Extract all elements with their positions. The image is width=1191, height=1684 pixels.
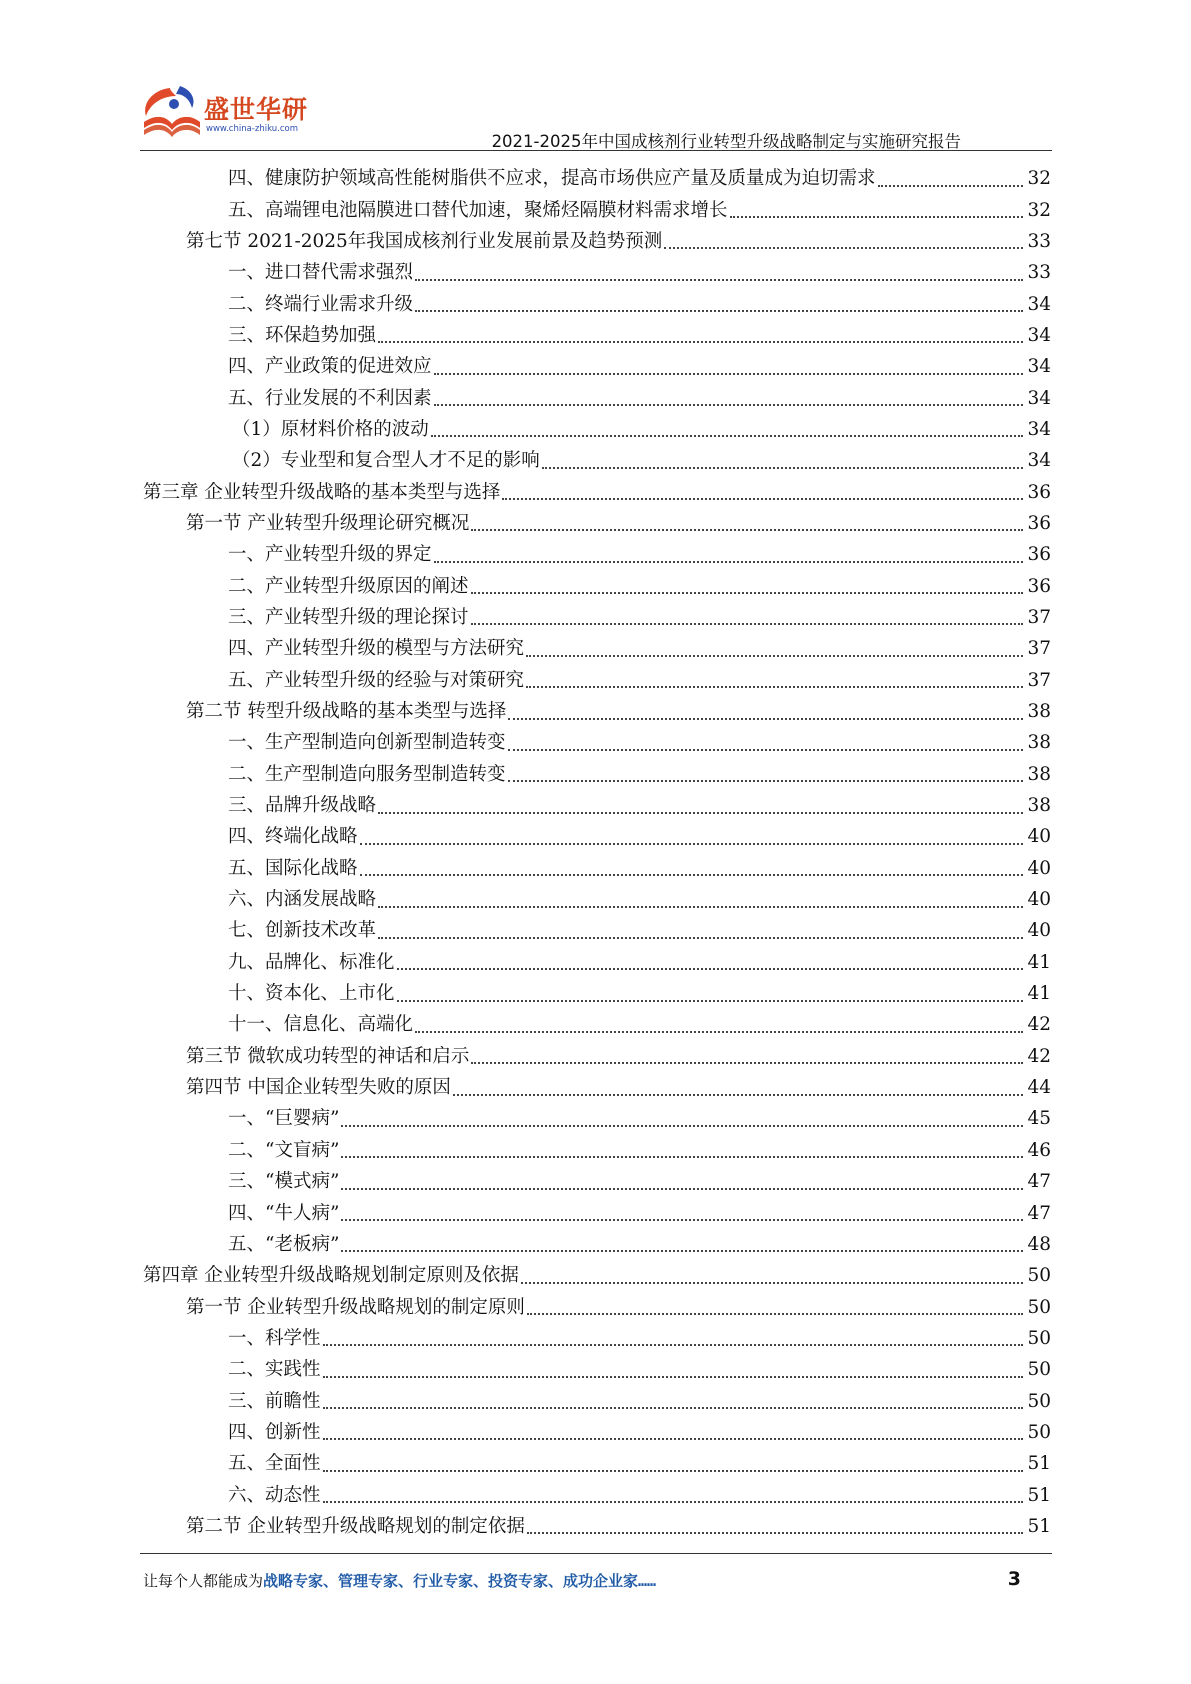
toc-entry-label: 第一节 企业转型升级战略规划的制定原则 <box>186 1296 525 1318</box>
toc-entry[interactable] <box>228 947 1051 978</box>
toc-entry-label: 一、进口替代需求强烈 <box>228 262 414 284</box>
toc-entry-label: 二、生产型制造向服务型制造转变 <box>228 763 506 785</box>
toc-entry[interactable] <box>186 226 1051 257</box>
toc-entry-page: 37 <box>1027 606 1051 628</box>
toc-entry[interactable] <box>228 1385 1051 1416</box>
page-header <box>0 0 1191 150</box>
toc-entry-page: 50 <box>1027 1296 1051 1318</box>
header-divider <box>140 150 1052 151</box>
toc-entry-label: 第三章 企业转型升级战略的基本类型与选择 <box>143 481 501 503</box>
toc-entry-label: 四、产业转型升级的模型与方法研究 <box>228 638 525 660</box>
toc-dot-leader <box>453 1074 1023 1096</box>
toc-dot-leader <box>323 1418 1023 1440</box>
toc-dot-leader <box>378 917 1023 939</box>
toc-dot-leader <box>415 1011 1023 1033</box>
footer-divider <box>140 1553 1052 1554</box>
toc-entry-page: 32 <box>1027 199 1051 221</box>
toc-entry-page: 38 <box>1027 795 1051 817</box>
toc-dot-leader <box>341 1230 1023 1252</box>
toc-dot-leader <box>341 1168 1023 1190</box>
toc-entry[interactable] <box>228 665 1051 696</box>
toc-dot-leader <box>434 541 1023 563</box>
toc-dot-leader <box>878 165 1023 187</box>
report-title: 2021-2025年中国成核剂行业转型升级战略制定与实施研究报告 <box>491 132 961 151</box>
toc-entry-page: 36 <box>1027 512 1051 534</box>
toc-dot-leader <box>323 1324 1023 1346</box>
toc-entry-page: 33 <box>1027 230 1051 252</box>
company-logo <box>140 82 310 146</box>
toc-entry-page: 33 <box>1027 262 1051 284</box>
toc-entry[interactable] <box>228 1323 1051 1354</box>
page-number: 3 <box>1007 1568 1021 1590</box>
toc-dot-leader <box>360 823 1023 845</box>
toc-entry[interactable] <box>143 476 1051 507</box>
logo-name: 盛世华研 <box>204 95 309 124</box>
toc-dot-leader <box>502 478 1023 500</box>
toc-entry-page: 34 <box>1027 293 1051 315</box>
toc-dot-leader <box>521 1262 1023 1284</box>
toc-entry-label: 四、健康防护领域高性能树脂供不应求，提高市场供应产量及质量成为迫切需求 <box>228 168 876 190</box>
toc-entry-page: 51 <box>1027 1515 1051 1537</box>
toc-dot-leader <box>378 792 1023 814</box>
toc-dot-leader <box>341 1136 1023 1158</box>
toc-entry-label: 三、品牌升级战略 <box>228 795 377 817</box>
toc-entry[interactable] <box>228 1479 1051 1510</box>
toc-dot-leader <box>397 948 1023 970</box>
toc-dot-leader <box>730 196 1023 218</box>
toc-dot-leader <box>471 603 1023 625</box>
toc-entry-label: 第四节 中国企业转型失败的原因 <box>186 1077 451 1099</box>
toc-entry-page: 41 <box>1027 951 1051 973</box>
toc-dot-leader <box>323 1481 1023 1503</box>
toc-entry-label: 二、“文盲病” <box>228 1139 340 1161</box>
toc-entry-page: 40 <box>1027 857 1051 879</box>
toc-entry[interactable] <box>228 1197 1051 1228</box>
toc-entry-page: 42 <box>1027 1045 1051 1067</box>
footer-slogan <box>143 1570 656 1591</box>
toc-entry-page: 37 <box>1027 669 1051 691</box>
toc-entry[interactable] <box>228 978 1051 1009</box>
toc-entry[interactable] <box>228 1417 1051 1448</box>
toc-entry-label: 六、内涵发展战略 <box>228 889 377 911</box>
toc-entry[interactable] <box>186 1041 1051 1072</box>
toc-entry-page: 34 <box>1027 324 1051 346</box>
toc-entry[interactable] <box>228 1135 1051 1166</box>
toc-entry-label: 一、产业转型升级的界定 <box>228 544 432 566</box>
toc-dot-leader <box>323 1387 1023 1409</box>
toc-entry[interactable] <box>228 163 1051 194</box>
toc-entry[interactable] <box>228 915 1051 946</box>
toc-entry-label: 十、资本化、上市化 <box>228 983 395 1005</box>
toc-entry-label: 五、产业转型升级的经验与对策研究 <box>228 669 525 691</box>
toc-entry-page: 36 <box>1027 575 1051 597</box>
toc-dot-leader <box>341 1199 1023 1221</box>
toc-entry[interactable] <box>228 1009 1051 1040</box>
toc-entry-label: 第二节 企业转型升级战略规划的制定依据 <box>186 1515 525 1537</box>
toc-entry[interactable] <box>228 288 1051 319</box>
toc-entry-page: 47 <box>1027 1171 1051 1193</box>
toc-entry-page: 44 <box>1027 1077 1051 1099</box>
toc-dot-leader <box>664 227 1023 249</box>
toc-entry-page: 36 <box>1027 544 1051 566</box>
toc-entry-page: 51 <box>1027 1484 1051 1506</box>
toc-entry[interactable] <box>186 1291 1051 1322</box>
toc-entry-label: 四、终端化战略 <box>228 826 358 848</box>
toc-entry[interactable] <box>186 1511 1051 1542</box>
toc-entry-page: 37 <box>1027 638 1051 660</box>
toc-entry-label: 一、生产型制造向创新型制造转变 <box>228 732 506 754</box>
toc-entry-label: 三、“模式病” <box>228 1171 340 1193</box>
toc-entry[interactable] <box>228 570 1051 601</box>
toc-dot-leader <box>508 760 1023 782</box>
toc-entry[interactable] <box>228 320 1051 351</box>
toc-entry-page: 36 <box>1027 481 1051 503</box>
toc-entry-page: 50 <box>1027 1359 1051 1381</box>
toc-entry-label: 第三节 微软成功转型的神话和启示 <box>186 1045 470 1067</box>
toc-entry[interactable] <box>228 351 1051 382</box>
toc-entry-label: 三、产业转型升级的理论探讨 <box>228 606 469 628</box>
toc-entry-page: 34 <box>1027 387 1051 409</box>
toc-entry[interactable] <box>228 1448 1051 1479</box>
toc-entry[interactable] <box>228 853 1051 884</box>
toc-entry-label: 四、创新性 <box>228 1421 321 1443</box>
toc-entry-page: 45 <box>1027 1108 1051 1130</box>
toc-entry[interactable] <box>228 790 1051 821</box>
toc-entry-label: 六、动态性 <box>228 1484 321 1506</box>
toc-entry-label: 第七节 2021-2025年我国成核剂行业发展前景及趋势预测 <box>186 230 663 252</box>
toc-entry[interactable] <box>228 194 1051 225</box>
toc-entry-page: 34 <box>1027 356 1051 378</box>
toc-entry[interactable] <box>228 602 1051 633</box>
toc-dot-leader <box>526 666 1023 688</box>
toc-entry-label: 二、终端行业需求升级 <box>228 293 414 315</box>
toc-entry-page: 38 <box>1027 732 1051 754</box>
toc-entry[interactable] <box>228 539 1051 570</box>
toc-entry-label: 七、创新技术改革 <box>228 920 377 942</box>
toc-entry[interactable] <box>228 382 1051 413</box>
toc-entry-page: 51 <box>1027 1453 1051 1475</box>
slogan-prefix: 让每个人都能成为 <box>143 1572 264 1590</box>
toc-entry[interactable] <box>186 508 1051 539</box>
toc-entry-label: 一、“巨婴病” <box>228 1108 340 1130</box>
book-logo-icon <box>140 82 202 144</box>
toc-entry-page: 38 <box>1027 763 1051 785</box>
toc-entry-label: （2）专业型和复合型人才不足的影响 <box>232 450 540 472</box>
toc-entry[interactable] <box>228 1229 1051 1260</box>
toc-entry-page: 47 <box>1027 1202 1051 1224</box>
slogan-highlight: 战略专家、管理专家、行业专家、投资专家、成功企业家…… <box>263 1572 657 1590</box>
toc-entry-label: 三、环保趋势加强 <box>228 324 377 346</box>
toc-entry-page: 34 <box>1027 418 1051 440</box>
toc-entry[interactable] <box>228 257 1051 288</box>
toc-entry-label: 第四章 企业转型升级战略规划制定原则及依据 <box>143 1265 519 1287</box>
toc-entry[interactable] <box>186 1072 1051 1103</box>
toc-dot-leader <box>378 321 1023 343</box>
logo-url: www.china-zhiku.com <box>206 124 298 134</box>
toc-entry-page: 42 <box>1027 1014 1051 1036</box>
toc-entry-label: 五、行业发展的不利因素 <box>228 387 432 409</box>
toc-dot-leader <box>471 509 1023 531</box>
toc-dot-leader <box>323 1450 1023 1472</box>
toc-dot-leader <box>471 572 1023 594</box>
toc-dot-leader <box>434 384 1023 406</box>
toc-entry-page: 50 <box>1027 1327 1051 1349</box>
toc-entry-label: 五、“老板病” <box>228 1233 340 1255</box>
toc-dot-leader <box>508 729 1023 751</box>
toc-dot-leader <box>434 353 1023 375</box>
toc-entry[interactable] <box>228 759 1051 790</box>
toc-dot-leader <box>431 415 1023 437</box>
toc-entry[interactable] <box>232 414 1051 445</box>
toc-entry-label: 九、品牌化、标准化 <box>228 951 395 973</box>
toc-entry[interactable] <box>228 884 1051 915</box>
toc-entry-page: 50 <box>1027 1265 1051 1287</box>
toc-dot-leader <box>415 290 1023 312</box>
toc-entry-label: 十一、信息化、高端化 <box>228 1014 414 1036</box>
toc-entry-label: 一、科学性 <box>228 1327 321 1349</box>
toc-dot-leader <box>508 698 1023 720</box>
toc-entry-page: 40 <box>1027 920 1051 942</box>
toc-entry-page: 48 <box>1027 1233 1051 1255</box>
toc-entry[interactable] <box>232 445 1051 476</box>
toc-dot-leader <box>527 1512 1023 1534</box>
toc-entry[interactable] <box>228 1166 1051 1197</box>
toc-entry-label: （1）原材料价格的波动 <box>232 418 429 440</box>
toc-entry-label: 第二节 转型升级战略的基本类型与选择 <box>186 701 507 723</box>
toc-entry-label: 四、产业政策的促进效应 <box>228 356 432 378</box>
toc-entry[interactable] <box>143 1260 1051 1291</box>
toc-dot-leader <box>341 1105 1023 1127</box>
toc-dot-leader <box>378 886 1023 908</box>
toc-entry-page: 50 <box>1027 1421 1051 1443</box>
toc-entry-page: 41 <box>1027 983 1051 1005</box>
toc-entry-label: 二、实践性 <box>228 1359 321 1381</box>
toc-entry[interactable] <box>228 1354 1051 1385</box>
toc-dot-leader <box>360 854 1023 876</box>
toc-entry-label: 四、“牛人病” <box>228 1202 340 1224</box>
toc-entry-label: 五、国际化战略 <box>228 857 358 879</box>
toc-entry-label: 二、产业转型升级原因的阐述 <box>228 575 469 597</box>
toc-dot-leader <box>526 635 1023 657</box>
toc-dot-leader <box>527 1293 1023 1315</box>
toc-entry-page: 38 <box>1027 701 1051 723</box>
toc-entry-page: 34 <box>1027 450 1051 472</box>
toc-entry-page: 50 <box>1027 1390 1051 1412</box>
toc-entry-label: 三、前瞻性 <box>228 1390 321 1412</box>
toc-dot-leader <box>323 1356 1023 1378</box>
toc-entry[interactable] <box>228 821 1051 852</box>
toc-dot-leader <box>397 980 1023 1002</box>
toc-dot-leader <box>415 259 1023 281</box>
toc-entry[interactable] <box>228 727 1051 758</box>
toc-entry[interactable] <box>228 633 1051 664</box>
toc-entry-label: 五、全面性 <box>228 1453 321 1475</box>
toc-dot-leader <box>542 447 1023 469</box>
toc-entry-page: 40 <box>1027 826 1051 848</box>
toc-entry-label: 第一节 产业转型升级理论研究概况 <box>186 512 470 534</box>
toc-entry-page: 46 <box>1027 1139 1051 1161</box>
toc-dot-leader <box>471 1042 1023 1064</box>
toc-entry[interactable] <box>186 696 1051 727</box>
table-of-contents <box>0 163 1191 1542</box>
toc-entry-page: 32 <box>1027 168 1051 190</box>
toc-entry[interactable] <box>228 1103 1051 1134</box>
toc-entry-label: 五、高端锂电池隔膜进口替代加速，聚烯烃隔膜材料需求增长 <box>228 199 728 221</box>
toc-entry-page: 40 <box>1027 889 1051 911</box>
